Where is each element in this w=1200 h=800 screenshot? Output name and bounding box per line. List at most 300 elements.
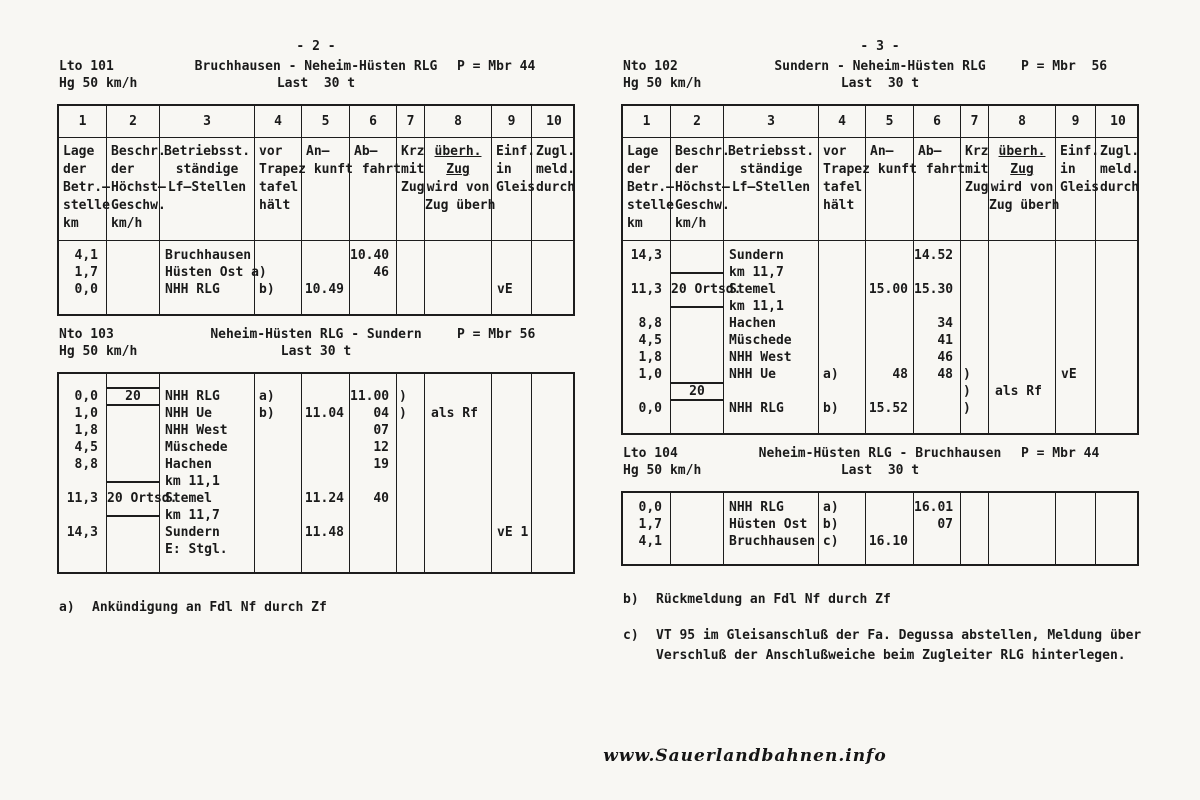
column-5-cell bbox=[866, 315, 914, 332]
header-line: der bbox=[627, 162, 651, 177]
header-line: ständige bbox=[175, 162, 239, 177]
column-8-cell bbox=[425, 247, 492, 264]
header-line: Zug bbox=[401, 180, 425, 195]
column-4-cell bbox=[255, 138, 306, 240]
footnote-text-line: Verschluß der Anschlußweiche beim Zugleiter RLG hinterlegen. bbox=[656, 648, 1126, 663]
column-5-cell bbox=[866, 247, 914, 264]
header-line: kunft bbox=[306, 162, 353, 177]
header-line: meld. bbox=[536, 162, 576, 177]
spacer-row bbox=[59, 374, 573, 388]
column-2-cell bbox=[107, 558, 160, 572]
column-4-cell bbox=[255, 247, 302, 264]
column-6-cell: 10.40 bbox=[350, 247, 397, 264]
column-7-cell bbox=[961, 247, 989, 264]
column-7-cell bbox=[397, 138, 425, 240]
column-8-cell bbox=[989, 315, 1056, 332]
column-9-cell bbox=[1056, 499, 1096, 516]
column-7-cell: ) bbox=[961, 400, 989, 417]
column-1-cell: 0,0 bbox=[623, 400, 671, 417]
timetable-row bbox=[59, 490, 573, 507]
column-3-cell: Bruchhausen c) bbox=[724, 533, 819, 550]
train-id: Lto 104 bbox=[623, 446, 678, 461]
column-10-cell bbox=[532, 281, 576, 298]
column-9-cell bbox=[492, 298, 532, 314]
column-10-cell bbox=[532, 247, 576, 264]
column-6-cell bbox=[914, 400, 961, 417]
column-5-cell bbox=[302, 264, 350, 281]
column-8-cell bbox=[989, 332, 1056, 349]
column-10-cell bbox=[1096, 247, 1140, 264]
column-4-cell bbox=[255, 524, 302, 541]
column-1-cell: 1 bbox=[59, 106, 107, 137]
column-7-cell bbox=[397, 524, 425, 541]
column-4-cell: 4 bbox=[255, 106, 302, 137]
column-9-cell bbox=[492, 138, 536, 240]
column-1-cell: 1,0 bbox=[59, 405, 107, 422]
column-10-cell bbox=[1096, 516, 1140, 533]
column-8-cell bbox=[989, 400, 1056, 417]
column-3-cell: Hüsten Ost a) bbox=[160, 264, 255, 281]
column-3-cell: NHH West bbox=[724, 349, 819, 366]
column-10-cell bbox=[532, 439, 576, 456]
column-9-cell bbox=[1056, 247, 1096, 264]
column-4-cell bbox=[255, 456, 302, 473]
column-8-cell bbox=[425, 558, 492, 572]
column-3-cell: km 11,1 bbox=[160, 473, 255, 490]
column-10-cell bbox=[1096, 298, 1140, 315]
column-10-cell bbox=[532, 456, 576, 473]
spacer-row bbox=[59, 298, 573, 314]
header-line: der bbox=[111, 162, 135, 177]
column-6-cell bbox=[350, 541, 397, 558]
header-line: Beschr. bbox=[111, 144, 166, 159]
column-3-cell bbox=[724, 138, 819, 240]
column-1-cell bbox=[623, 550, 671, 564]
column-7-cell bbox=[397, 473, 425, 490]
column-3-cell: km 11,7 bbox=[724, 264, 819, 281]
column-8-cell bbox=[989, 264, 1056, 281]
column-3-cell: Hachen bbox=[724, 315, 819, 332]
column-4-cell bbox=[819, 417, 866, 433]
column-6-cell: 07 bbox=[350, 422, 397, 439]
footnote-label: a) bbox=[59, 600, 75, 615]
column-10-cell bbox=[532, 374, 576, 388]
column-10-cell bbox=[1096, 349, 1140, 366]
column-8-cell bbox=[989, 499, 1056, 516]
section-header bbox=[621, 58, 1139, 92]
column-6-cell bbox=[350, 138, 401, 240]
column-1-cell: 0,0 bbox=[59, 281, 107, 298]
column-1-cell: 4,1 bbox=[59, 247, 107, 264]
column-2-cell bbox=[107, 405, 160, 422]
header-line: km bbox=[627, 216, 643, 231]
footnote-text-line: VT 95 im Gleisanschluß der Fa. Degussa abstellen, Meldung über bbox=[656, 628, 1142, 643]
column-2-cell bbox=[671, 315, 724, 332]
column-6-cell: 15.30 bbox=[914, 281, 961, 298]
column-4-cell bbox=[255, 422, 302, 439]
column-6-cell bbox=[350, 524, 397, 541]
column-6-cell bbox=[914, 417, 961, 433]
column-7-cell bbox=[961, 499, 989, 516]
column-7-cell bbox=[961, 298, 989, 315]
header-line: Betriebsst. bbox=[727, 144, 815, 159]
column-7-cell: ) bbox=[397, 405, 425, 422]
column-8-cell bbox=[989, 349, 1056, 366]
column-1-cell bbox=[59, 541, 107, 558]
spacer-row bbox=[623, 417, 1137, 433]
timetable-page-2 bbox=[57, 38, 575, 634]
column-10-cell bbox=[532, 138, 576, 240]
timetable-row bbox=[623, 281, 1137, 298]
column-5-cell bbox=[302, 558, 350, 572]
header-line: km/h bbox=[111, 216, 143, 231]
column-5-cell bbox=[866, 499, 914, 516]
header-line: fahrt bbox=[354, 162, 401, 177]
column-2-cell bbox=[671, 264, 724, 281]
column-7-cell bbox=[961, 281, 989, 298]
header-line: Ab– bbox=[354, 144, 378, 159]
column-4-cell bbox=[819, 332, 866, 349]
column-5-cell bbox=[302, 422, 350, 439]
column-10-cell bbox=[532, 388, 576, 405]
load-value: Last 30 t bbox=[840, 76, 920, 91]
header-line: Gleis bbox=[496, 180, 536, 195]
column-10-cell bbox=[1096, 400, 1140, 417]
timetable-table bbox=[57, 104, 575, 316]
column-5-cell bbox=[866, 550, 914, 564]
header-line: Beschr. bbox=[675, 144, 730, 159]
header-line: Krz bbox=[401, 144, 425, 159]
column-3-cell bbox=[724, 550, 819, 564]
header-line: Lf–Stellen bbox=[167, 180, 247, 195]
column-6-cell: 48 bbox=[914, 366, 961, 383]
train-id: Lto 101 bbox=[59, 59, 114, 74]
column-7-cell bbox=[397, 374, 425, 388]
timetable-row bbox=[623, 400, 1137, 417]
column-6-cell: 46 bbox=[350, 264, 397, 281]
timetable-row bbox=[59, 473, 573, 490]
speed-restriction-tick bbox=[671, 399, 723, 401]
max-speed: Hg 50 km/h bbox=[59, 344, 138, 359]
timetable-row bbox=[623, 383, 1137, 400]
train-id: Nto 102 bbox=[623, 59, 678, 74]
column-4-cell: b) bbox=[819, 400, 866, 417]
header-line: Gleis bbox=[1060, 180, 1100, 195]
footnote-text bbox=[92, 598, 327, 618]
column-10-cell bbox=[532, 558, 576, 572]
column-10-cell: 10 bbox=[546, 114, 562, 129]
column-5-cell bbox=[866, 138, 917, 240]
column-9-cell bbox=[492, 507, 532, 524]
section-header bbox=[57, 326, 575, 360]
column-4-cell bbox=[255, 558, 302, 572]
column-2-cell bbox=[107, 456, 160, 473]
column-8-cell bbox=[989, 247, 1056, 264]
column-3-cell: Hüsten Ost b) bbox=[724, 516, 819, 533]
column-2-cell: 20 Ortsd. bbox=[107, 491, 178, 506]
column-9-cell: 9 bbox=[1056, 106, 1096, 137]
column-7-cell bbox=[397, 490, 425, 507]
timetable-row bbox=[59, 422, 573, 439]
column-3-cell bbox=[160, 298, 255, 314]
column-7-cell bbox=[961, 138, 989, 240]
timetable-table bbox=[57, 372, 575, 574]
header-line: hält bbox=[823, 198, 855, 213]
column-9-cell bbox=[492, 405, 532, 422]
timetable-row bbox=[623, 315, 1137, 332]
route-title: Neheim-Hüsten RLG - Bruchhausen bbox=[758, 446, 1002, 461]
header-line: durch bbox=[536, 180, 576, 195]
locomotive-value: P = Mbr 56 bbox=[1021, 59, 1108, 74]
column-6-cell: 6 bbox=[914, 106, 961, 137]
column-1-cell: 14,3 bbox=[59, 524, 107, 541]
column-8-cell bbox=[989, 417, 1056, 433]
column-5-cell: 16.10 bbox=[866, 533, 914, 550]
column-10-cell bbox=[1096, 264, 1140, 281]
column-4-cell bbox=[819, 533, 866, 550]
column-3-cell: E: Stgl. bbox=[160, 541, 255, 558]
header-line: Zug bbox=[446, 162, 470, 177]
column-8-cell bbox=[425, 490, 492, 507]
header-line: tafel bbox=[823, 180, 863, 195]
column-3-cell: km 11,1 bbox=[724, 298, 819, 315]
column-8-cell bbox=[989, 366, 1056, 383]
column-3-cell bbox=[724, 383, 819, 400]
header-line: ständige bbox=[739, 162, 803, 177]
section-header-line1 bbox=[621, 445, 1139, 462]
train-section-nto-103 bbox=[57, 326, 575, 574]
footnote-label: c) bbox=[623, 628, 639, 643]
timetable-row bbox=[59, 247, 573, 264]
column-2-cell bbox=[671, 533, 724, 550]
column-10-cell bbox=[532, 405, 576, 422]
column-2-cell bbox=[671, 516, 724, 533]
column-5-cell: 11.04 bbox=[302, 405, 350, 422]
column-9-cell: vE bbox=[492, 281, 532, 298]
column-6-cell bbox=[914, 533, 961, 550]
column-6-cell: 11.00 bbox=[350, 388, 397, 405]
column-7-cell bbox=[397, 422, 425, 439]
column-1-cell bbox=[59, 298, 107, 314]
column-8-cell bbox=[425, 422, 492, 439]
header-line: An– bbox=[870, 144, 894, 159]
column-1-cell: 1,0 bbox=[623, 366, 671, 383]
load-value: Last 30 t bbox=[276, 76, 356, 91]
header-line: mit bbox=[965, 162, 989, 177]
column-5-cell bbox=[866, 383, 914, 400]
page-footnotes bbox=[57, 598, 575, 618]
column-2-cell bbox=[107, 439, 160, 456]
footnote-text bbox=[656, 590, 891, 610]
column-10-cell bbox=[532, 490, 576, 507]
column-6-cell bbox=[914, 298, 961, 315]
column-7-cell bbox=[397, 507, 425, 524]
column-7-cell bbox=[397, 456, 425, 473]
column-6-cell: 46 bbox=[914, 349, 961, 366]
max-speed: Hg 50 km/h bbox=[623, 463, 702, 478]
timetable-page-3 bbox=[621, 38, 1142, 682]
header-line: km/h bbox=[675, 216, 707, 231]
column-6-cell: 12 bbox=[350, 439, 397, 456]
timetable-row bbox=[59, 524, 573, 541]
column-1-cell: 1,8 bbox=[59, 422, 107, 439]
column-6-cell bbox=[350, 281, 397, 298]
header-line: An– bbox=[306, 144, 330, 159]
max-speed: Hg 50 km/h bbox=[59, 76, 138, 91]
header-line: Lage bbox=[63, 144, 95, 159]
column-1-cell: 11,3 bbox=[623, 281, 671, 298]
column-2-cell bbox=[671, 366, 724, 383]
header-line: fahrt bbox=[918, 162, 965, 177]
speed-restriction-tick bbox=[107, 481, 159, 483]
column-4-cell bbox=[255, 264, 302, 281]
footnote-a bbox=[57, 598, 575, 618]
column-1-cell bbox=[623, 138, 674, 240]
locomotive-value: P = Mbr 44 bbox=[457, 59, 536, 74]
column-5-cell bbox=[866, 417, 914, 433]
column-1-cell: 1,7 bbox=[59, 264, 107, 281]
timetable-row bbox=[59, 388, 573, 405]
column-7-cell bbox=[397, 264, 425, 281]
header-line: kunft bbox=[870, 162, 917, 177]
column-8-cell bbox=[989, 281, 1056, 298]
column-2-cell: 2 bbox=[107, 106, 160, 137]
footnote-text-line: Ankündigung an Fdl Nf durch Zf bbox=[92, 600, 327, 615]
header-line: tafel bbox=[259, 180, 299, 195]
timetable-row bbox=[623, 533, 1137, 550]
column-9-cell: vE bbox=[1056, 366, 1096, 383]
column-7-cell bbox=[397, 247, 425, 264]
column-9-cell: vE 1 bbox=[492, 524, 532, 541]
column-10-cell: 10 bbox=[1110, 114, 1126, 129]
timetable-table bbox=[621, 491, 1139, 566]
header-line: Geschw. bbox=[111, 198, 166, 213]
column-2-cell bbox=[671, 247, 724, 264]
column-2-cell bbox=[671, 417, 724, 433]
speed-restriction-tick bbox=[671, 272, 723, 274]
column-3-cell: NHH Ue bbox=[160, 405, 255, 422]
column-7-cell: 7 bbox=[397, 106, 425, 137]
column-10-cell bbox=[532, 541, 576, 558]
header-line: überh. bbox=[434, 144, 482, 159]
column-6-cell bbox=[350, 374, 397, 388]
column-1-cell: 14,3 bbox=[623, 247, 671, 264]
column-1-cell: 0,0 bbox=[623, 499, 671, 516]
timetable-row bbox=[623, 366, 1137, 383]
section-header bbox=[621, 445, 1139, 479]
header-line: Höchst– bbox=[675, 180, 730, 195]
column-3-cell bbox=[160, 558, 255, 572]
column-9-cell bbox=[1056, 417, 1096, 433]
column-4-cell: 4 bbox=[819, 106, 866, 137]
timetable-row bbox=[623, 247, 1137, 264]
section-header bbox=[57, 58, 575, 92]
column-6-cell: 04 bbox=[350, 405, 397, 422]
column-8-cell bbox=[425, 138, 496, 240]
column-5-cell: 5 bbox=[866, 106, 914, 137]
column-9-cell bbox=[492, 439, 532, 456]
column-6-cell: 40 bbox=[350, 490, 397, 507]
column-8-cell bbox=[989, 298, 1056, 315]
column-5-cell bbox=[866, 264, 914, 281]
column-7-cell bbox=[397, 298, 425, 314]
website-watermark: www.Sauerlandbahnen.info bbox=[603, 746, 887, 766]
column-1-cell: 4,5 bbox=[59, 439, 107, 456]
column-8-cell bbox=[989, 516, 1056, 533]
column-2-cell bbox=[107, 422, 160, 439]
column-7-cell bbox=[961, 315, 989, 332]
header-line: vor bbox=[259, 144, 283, 159]
column-9-cell bbox=[1056, 550, 1096, 564]
footnote-b bbox=[621, 590, 1139, 610]
column-10-cell bbox=[532, 422, 576, 439]
column-3-cell: NHH RLG bbox=[724, 400, 819, 417]
column-9-cell bbox=[1056, 383, 1096, 400]
column-10-cell bbox=[1096, 315, 1140, 332]
column-number-row bbox=[623, 106, 1137, 138]
header-line: Krz bbox=[965, 144, 989, 159]
header-line: Betr.– bbox=[627, 180, 674, 195]
column-5-cell bbox=[302, 298, 350, 314]
column-4-cell bbox=[819, 281, 866, 298]
column-5-cell: 48 bbox=[866, 366, 914, 383]
section-header-line2 bbox=[57, 75, 575, 92]
column-3-cell: 3 bbox=[160, 106, 255, 137]
timetable-row bbox=[59, 281, 573, 298]
column-10-cell bbox=[532, 473, 576, 490]
column-7-cell bbox=[961, 516, 989, 533]
header-line: Geschw. bbox=[675, 198, 730, 213]
column-3-cell bbox=[160, 374, 255, 388]
column-3-cell: NHH RLG bbox=[724, 499, 819, 516]
load-value: Last 30 t bbox=[840, 463, 920, 478]
column-1-cell: 1 bbox=[623, 106, 671, 137]
train-section-nto-102 bbox=[621, 58, 1139, 435]
column-4-cell bbox=[819, 138, 870, 240]
train-section-lto-104 bbox=[621, 445, 1139, 566]
footnote-text bbox=[656, 626, 1141, 666]
column-10-cell bbox=[1096, 332, 1140, 349]
column-2-cell bbox=[107, 247, 160, 264]
page-sections bbox=[57, 58, 575, 574]
header-line: in bbox=[496, 162, 512, 177]
column-5-cell bbox=[302, 473, 350, 490]
column-9-cell bbox=[492, 264, 532, 281]
column-number-row bbox=[59, 106, 573, 138]
column-5-cell bbox=[302, 541, 350, 558]
column-2-cell bbox=[107, 507, 160, 524]
timetable-row bbox=[59, 507, 573, 524]
column-6-cell bbox=[914, 383, 961, 400]
column-5-cell: 15.52 bbox=[866, 400, 914, 417]
column-7-cell bbox=[961, 533, 989, 550]
column-10-cell bbox=[1096, 533, 1140, 550]
header-line: Einf. bbox=[1060, 144, 1100, 159]
column-3-cell: Stemel bbox=[160, 490, 255, 507]
column-8-cell bbox=[989, 533, 1056, 550]
route-title: Neheim-Hüsten RLG - Sundern bbox=[210, 327, 422, 342]
timetable-row bbox=[623, 499, 1137, 516]
timetable-row bbox=[59, 405, 573, 422]
column-2-cell bbox=[671, 400, 724, 417]
section-header-line1 bbox=[57, 58, 575, 75]
column-4-cell bbox=[819, 383, 866, 400]
column-2-cell bbox=[671, 550, 724, 564]
header-line: der bbox=[675, 162, 699, 177]
column-7-cell bbox=[397, 541, 425, 558]
column-8-cell bbox=[425, 524, 492, 541]
train-section-lto-101 bbox=[57, 58, 575, 316]
